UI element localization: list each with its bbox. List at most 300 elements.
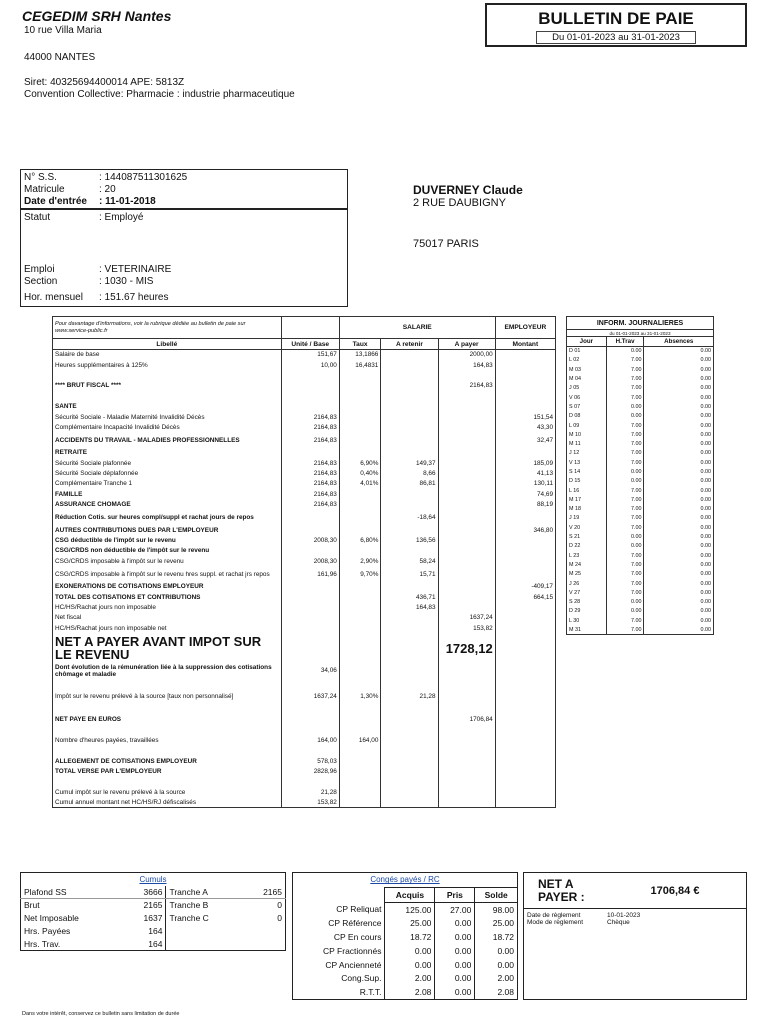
- cumuls-cell: Tranche B: [169, 900, 209, 911]
- company-name: CEGEDIM SRH Nantes: [22, 8, 172, 24]
- day-cell: 7.00: [606, 449, 644, 458]
- row-value: [381, 613, 438, 623]
- day-row: [567, 542, 714, 551]
- row-value: [438, 500, 495, 510]
- row-value: 6,80%: [339, 535, 381, 545]
- row-value: [381, 350, 438, 360]
- row-value: -18,64: [381, 510, 438, 525]
- row-value: [281, 510, 339, 525]
- company-address1: 10 rue Villa Maria: [24, 25, 102, 36]
- row-value: [438, 735, 495, 745]
- table-row: [53, 556, 556, 566]
- day-cell: 0.00: [644, 412, 714, 421]
- day-row: [567, 356, 714, 365]
- conges-cell: CP Référence: [328, 918, 382, 929]
- col-header: Unité / Base: [281, 339, 339, 350]
- row-value: [339, 777, 381, 787]
- day-cell: 0.00: [644, 449, 714, 458]
- table-row: [53, 745, 556, 755]
- row-value: [339, 704, 381, 714]
- table-row: [53, 582, 556, 592]
- conges-cell: 0.00: [435, 985, 475, 999]
- day-cell: J 19: [567, 514, 607, 523]
- row-value: 185,09: [495, 458, 555, 468]
- conges-cell: 2.08: [475, 985, 518, 999]
- day-cell: S 28: [567, 598, 607, 607]
- employee-id-box: [20, 169, 348, 209]
- row-value: [281, 623, 339, 633]
- row-label: [53, 777, 282, 787]
- row-value: [438, 766, 495, 776]
- day-cell: 0.00: [644, 347, 714, 356]
- info-col-header: H.Trav: [606, 337, 644, 347]
- day-cell: S 07: [567, 402, 607, 411]
- day-row: [567, 514, 714, 523]
- row-label: ACCIDENTS DU TRAVAIL - MALADIES PROFESSIONNELLES: [53, 433, 282, 448]
- row-value: 4,01%: [339, 479, 381, 489]
- row-value: [438, 678, 495, 688]
- row-label: ALLEGEMENT DE COTISATIONS EMPLOYEUR: [53, 756, 282, 766]
- row-label: Heures supplémentaires à 125%: [53, 360, 282, 370]
- table-row: [53, 350, 556, 360]
- row-value: 2,90%: [339, 556, 381, 566]
- row-value: [438, 756, 495, 766]
- row-value: [495, 602, 555, 612]
- cumuls-cell: 3666: [123, 886, 166, 899]
- table-row: [53, 412, 556, 422]
- row-value: [281, 678, 339, 688]
- conges-col-header: Pris: [435, 887, 475, 902]
- row-value: 1637,24: [438, 613, 495, 623]
- day-row: [567, 616, 714, 625]
- section-value: : 1030 - MIS: [99, 276, 154, 287]
- row-value: [495, 401, 555, 411]
- row-value: [281, 381, 339, 391]
- day-cell: 7.00: [606, 356, 644, 365]
- row-value: [339, 592, 381, 602]
- day-cell: 0.00: [644, 356, 714, 365]
- day-row: [567, 588, 714, 597]
- row-value: 164,83: [381, 602, 438, 612]
- row-label: Nombre d'heures payées, travaillées: [53, 735, 282, 745]
- emploi-value: : VETERINAIRE: [99, 264, 172, 275]
- settlement-mode-label: Mode de règlement: [527, 919, 584, 926]
- row-value: [495, 725, 555, 735]
- day-cell: 7.00: [606, 570, 644, 579]
- row-value: [438, 370, 495, 380]
- day-row: [567, 625, 714, 634]
- row-value: [438, 592, 495, 602]
- row-value: [495, 797, 555, 807]
- day-cell: 7.00: [606, 495, 644, 504]
- conges-cell: 0.00: [435, 917, 475, 931]
- day-cell: 0.00: [644, 598, 714, 607]
- row-value: [381, 422, 438, 432]
- group-employeur: EMPLOYEUR: [495, 317, 555, 339]
- row-label: NET PAYE EN EUROS: [53, 714, 282, 724]
- row-value: [381, 704, 438, 714]
- table-row: [53, 500, 556, 510]
- day-cell: J 05: [567, 384, 607, 393]
- row-value: [495, 381, 555, 391]
- row-label: Réduction Cotis. sur heures compl/suppl et rachat jours de repos: [53, 510, 282, 525]
- row-label: TOTAL DES COTISATIONS ET CONTRIBUTIONS: [53, 592, 282, 602]
- table-note: Pour davantage d'informations, voir la rubrique dédiée au bulletin de paie sur www.service-public.fr: [53, 317, 282, 339]
- row-value: [438, 689, 495, 704]
- row-value: [381, 582, 438, 592]
- day-cell: 7.00: [606, 486, 644, 495]
- table-row: [53, 370, 556, 380]
- day-cell: 0.00: [644, 523, 714, 532]
- row-value: 153,82: [438, 623, 495, 633]
- day-cell: 7.00: [606, 384, 644, 393]
- row-value: [495, 546, 555, 556]
- day-cell: 0.00: [644, 421, 714, 430]
- table-row: [53, 678, 556, 688]
- day-row: [567, 551, 714, 560]
- conges-cell: 0.00: [435, 930, 475, 944]
- row-value: [495, 567, 555, 582]
- day-cell: M 25: [567, 570, 607, 579]
- row-value: 88,19: [495, 500, 555, 510]
- day-cell: M 24: [567, 560, 607, 569]
- row-value: 43,30: [495, 422, 555, 432]
- row-value: 1706,84: [438, 714, 495, 724]
- table-row: [53, 689, 556, 704]
- daily-info-period: du 01-01-2023 au 31-01-2023: [567, 330, 714, 337]
- table-row: [53, 468, 556, 478]
- row-value: [438, 448, 495, 458]
- row-value: [438, 510, 495, 525]
- day-cell: 0.00: [606, 467, 644, 476]
- row-value: 2164,83: [281, 479, 339, 489]
- col-header: Libellé: [53, 339, 282, 350]
- day-cell: 0.00: [644, 542, 714, 551]
- day-cell: 7.00: [606, 551, 644, 560]
- row-value: [339, 391, 381, 401]
- table-row: [53, 535, 556, 545]
- day-cell: 0.00: [644, 514, 714, 523]
- day-row: [567, 439, 714, 448]
- row-value: [339, 381, 381, 391]
- ss-label: N° S.S.: [24, 172, 57, 183]
- day-row: [567, 495, 714, 504]
- conges-cell: 2.00: [385, 971, 435, 985]
- day-cell: L 16: [567, 486, 607, 495]
- day-cell: D 08: [567, 412, 607, 421]
- row-value: [281, 592, 339, 602]
- conges-cell: 0.00: [435, 958, 475, 972]
- row-value: [381, 735, 438, 745]
- row-value: [438, 479, 495, 489]
- row-value: 578,03: [281, 756, 339, 766]
- day-cell: 7.00: [606, 560, 644, 569]
- day-cell: M 04: [567, 374, 607, 383]
- day-cell: M 10: [567, 430, 607, 439]
- conges-cell: 27.00: [435, 902, 475, 916]
- day-cell: 7.00: [606, 430, 644, 439]
- cumuls-cell: Hrs. Payées: [24, 926, 71, 936]
- day-cell: 0.00: [644, 458, 714, 467]
- payslip-title-box: [485, 3, 747, 47]
- conges-cell: 0.00: [385, 958, 435, 972]
- row-value: 136,56: [381, 535, 438, 545]
- row-value: [381, 448, 438, 458]
- day-row: [567, 393, 714, 402]
- row-label: Salaire de base: [53, 350, 282, 360]
- day-row: [567, 505, 714, 514]
- day-row: [567, 570, 714, 579]
- day-row: [567, 421, 714, 430]
- row-label: [53, 725, 282, 735]
- row-value: [339, 525, 381, 535]
- conges-cell: 2.00: [475, 971, 518, 985]
- row-value: [495, 613, 555, 623]
- day-row: [567, 579, 714, 588]
- employee-street: 2 RUE DAUBIGNY: [413, 197, 506, 209]
- row-value: [281, 777, 339, 787]
- row-value: [339, 412, 381, 422]
- day-row: [567, 449, 714, 458]
- day-cell: 7.00: [606, 616, 644, 625]
- table-row: [53, 714, 556, 724]
- table-row: [53, 433, 556, 448]
- row-value: 664,15: [495, 592, 555, 602]
- day-cell: D 01: [567, 347, 607, 356]
- row-value: [495, 745, 555, 755]
- day-cell: D 15: [567, 477, 607, 486]
- day-cell: M 18: [567, 505, 607, 514]
- table-row: [53, 458, 556, 468]
- day-row: [567, 598, 714, 607]
- employee-name: DUVERNEY Claude: [413, 183, 523, 197]
- entry-date-label: Date d'entrée: [24, 196, 87, 207]
- cumuls-cell: 1637: [123, 912, 166, 925]
- row-value: 1637,24: [281, 689, 339, 704]
- day-cell: 0.00: [644, 402, 714, 411]
- conges-table: [292, 872, 518, 1000]
- statut-label: Statut: [24, 212, 51, 223]
- row-value: 346,80: [495, 525, 555, 535]
- conges-cell: 2.08: [385, 985, 435, 999]
- day-cell: 0.00: [644, 495, 714, 504]
- employee-job-box: [20, 209, 348, 307]
- row-label: CSG déductible de l'impôt sur le revenu: [53, 535, 282, 545]
- row-value: [438, 704, 495, 714]
- conges-cell: CP Fractionnés: [323, 945, 382, 956]
- row-value: [281, 391, 339, 401]
- day-cell: 0.00: [644, 505, 714, 514]
- row-value: [381, 500, 438, 510]
- cumuls-cell: 164: [123, 925, 166, 938]
- matricule-value: : 20: [99, 184, 116, 195]
- day-cell: 7.00: [606, 421, 644, 430]
- conges-col-header: Solde: [475, 887, 518, 902]
- row-value: 151,54: [495, 412, 555, 422]
- conges-row: [293, 971, 518, 985]
- row-value: [339, 797, 381, 807]
- row-label: Net fiscal: [53, 613, 282, 623]
- row-value: 16,4831: [339, 360, 381, 370]
- day-cell: 7.00: [606, 393, 644, 402]
- day-cell: L 30: [567, 616, 607, 625]
- day-row: [567, 607, 714, 616]
- day-cell: 7.00: [606, 625, 644, 634]
- day-cell: 0.00: [644, 588, 714, 597]
- row-label: TOTAL VERSE PAR L'EMPLOYEUR: [53, 766, 282, 776]
- cumuls-cell: 0: [277, 900, 282, 911]
- row-value: [281, 633, 339, 663]
- row-label: [53, 678, 282, 688]
- table-row: [53, 360, 556, 370]
- day-cell: 0.00: [644, 384, 714, 393]
- day-cell: V 20: [567, 523, 607, 532]
- table-row: [53, 777, 556, 787]
- col-header: Montant: [495, 339, 555, 350]
- day-row: [567, 347, 714, 356]
- row-label: Complémentaire Tranche 1: [53, 479, 282, 489]
- row-value: [438, 556, 495, 566]
- conges-col-header: Acquis: [385, 887, 435, 902]
- row-value: [381, 663, 438, 678]
- row-value: 13,1866: [339, 350, 381, 360]
- row-value: [339, 510, 381, 525]
- row-label: Complémentaire Incapacité Invalidité Décès: [53, 422, 282, 432]
- conges-row: [293, 958, 518, 972]
- conges-row: [293, 944, 518, 958]
- row-label: Dont évolution de la rémunération liée à la suppression des cotisations chômage et maladie: [53, 663, 282, 678]
- row-value: [495, 689, 555, 704]
- day-cell: M 11: [567, 439, 607, 448]
- row-value: 2164,83: [281, 422, 339, 432]
- hours-label: Hor. mensuel: [24, 292, 83, 303]
- conges-cell: 0.00: [385, 944, 435, 958]
- row-value: 2008,30: [281, 556, 339, 566]
- day-cell: 0.00: [606, 412, 644, 421]
- row-label: SANTE: [53, 401, 282, 411]
- row-value: 6,90%: [339, 458, 381, 468]
- section-label: Section: [24, 276, 58, 287]
- conges-cell: 0.00: [435, 971, 475, 985]
- row-value: 149,37: [381, 458, 438, 468]
- row-value: 2164,83: [281, 458, 339, 468]
- net-pay-value: 1706,84 €: [650, 884, 700, 897]
- daily-info-title: INFORM. JOURNALIERES: [567, 317, 714, 330]
- cumuls-cell: Plafond SS: [21, 886, 124, 899]
- row-value: [381, 714, 438, 724]
- row-value: -409,17: [495, 582, 555, 592]
- row-value: [339, 613, 381, 623]
- table-row: [53, 633, 556, 663]
- day-cell: D 22: [567, 542, 607, 551]
- cumuls-row: [21, 886, 286, 899]
- row-value: 164,00: [281, 735, 339, 745]
- row-value: [438, 525, 495, 535]
- day-cell: S 14: [567, 467, 607, 476]
- day-cell: 0.00: [644, 365, 714, 374]
- row-value: [381, 381, 438, 391]
- row-value: 9,70%: [339, 567, 381, 582]
- row-label: **** BRUT FISCAL ****: [53, 381, 282, 391]
- payslip-table: [52, 316, 556, 808]
- row-value: [438, 546, 495, 556]
- conges-cell: 18.72: [385, 930, 435, 944]
- cumuls-row: [21, 912, 286, 925]
- row-label: Impôt sur le revenu prélevé à la source [taux non personnalisé]: [53, 689, 282, 704]
- row-value: [381, 360, 438, 370]
- row-value: [381, 433, 438, 448]
- day-row: [567, 384, 714, 393]
- row-value: [438, 468, 495, 478]
- row-label: [53, 370, 282, 380]
- table-row: [53, 401, 556, 411]
- company-address2: 44000 NANTES: [24, 52, 96, 63]
- cumuls-cell: Tranche A: [166, 886, 243, 899]
- day-row: [567, 532, 714, 541]
- row-value: [281, 745, 339, 755]
- day-row: [567, 430, 714, 439]
- table-row: [53, 448, 556, 458]
- row-value: [281, 401, 339, 411]
- row-value: [438, 777, 495, 787]
- row-value: [281, 546, 339, 556]
- table-row: [53, 510, 556, 525]
- day-cell: L 23: [567, 551, 607, 560]
- row-value: [281, 714, 339, 724]
- net-pay-label: NET A PAYER :: [538, 876, 585, 904]
- day-cell: 0.00: [644, 430, 714, 439]
- day-cell: 0.00: [644, 560, 714, 569]
- net-pay-box: [523, 872, 747, 1000]
- row-value: 2164,83: [281, 489, 339, 499]
- col-header: Taux: [339, 339, 381, 350]
- row-value: 2164,83: [281, 433, 339, 448]
- row-value: [339, 756, 381, 766]
- table-row: [53, 623, 556, 633]
- row-label: Sécurité Sociale - Maladie Maternité Invalidité Décès: [53, 412, 282, 422]
- row-value: [438, 725, 495, 735]
- row-value: 130,11: [495, 479, 555, 489]
- cumuls-cell: 2165: [243, 886, 286, 899]
- row-value: 21,28: [281, 787, 339, 797]
- day-cell: M 17: [567, 495, 607, 504]
- row-label: Sécurité Sociale plafonnée: [53, 458, 282, 468]
- day-cell: 0.00: [644, 570, 714, 579]
- payslip-title: BULLETIN DE PAIE: [538, 9, 694, 28]
- table-row: [53, 489, 556, 499]
- day-row: [567, 365, 714, 374]
- row-value: [381, 525, 438, 535]
- row-value: 41,13: [495, 468, 555, 478]
- day-row: [567, 458, 714, 467]
- day-cell: 0.00: [644, 579, 714, 588]
- day-cell: 7.00: [606, 523, 644, 532]
- row-label: Sécurité Sociale déplafonnée: [53, 468, 282, 478]
- row-value: [495, 623, 555, 633]
- row-value: [495, 714, 555, 724]
- row-label: EXONERATIONS DE COTISATIONS EMPLOYEUR: [53, 582, 282, 592]
- table-row: [53, 663, 556, 678]
- footer-note: Dans votre intérêt, conservez ce bulletin sans limitation de durée: [22, 1011, 180, 1017]
- row-value: [381, 391, 438, 401]
- row-value: [495, 663, 555, 678]
- row-value: 151,67: [281, 350, 339, 360]
- company-convention: Convention Collective: Pharmacie : industrie pharmaceutique: [24, 89, 295, 100]
- day-cell: 7.00: [606, 579, 644, 588]
- cumuls-cell: 0: [277, 913, 282, 923]
- row-value: [339, 448, 381, 458]
- row-value: 15,71: [381, 567, 438, 582]
